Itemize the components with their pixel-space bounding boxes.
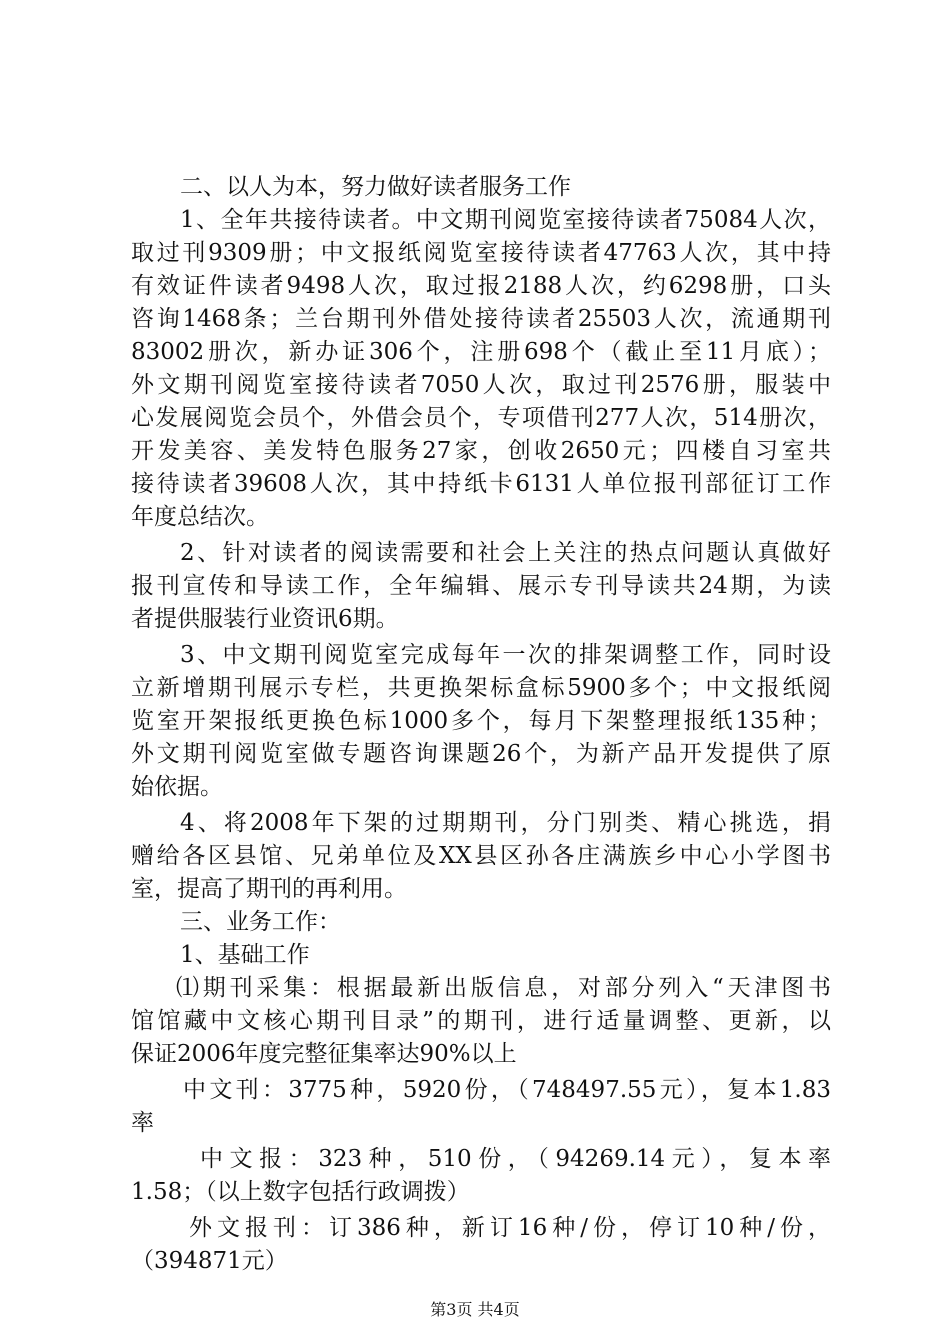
text-line: 外文期刊阅览室做专题咨询课题26个，为新产品开发提供了原 [131, 741, 831, 767]
text-line: 3、中文期刊阅览室完成每年一次的排架调整工作，同时设 [180, 642, 831, 668]
text-line: 接待读者39608人次，其中持纸卡6131人单位报刊部征订工作 [131, 471, 831, 497]
text-line: ⑴期刊采集：根据最新出版信息，对部分列入“天津图书 [176, 975, 831, 1001]
text-line: 年度总结次。 [131, 504, 269, 530]
text-line: 咨询1468条；兰台期刊外借处接待读者25503人次，流通期刊 [131, 306, 831, 332]
text-line: 室，提高了期刊的再利用。 [131, 876, 407, 902]
text-line: 三、业务工作： [180, 909, 341, 935]
text-line: 报刊宣传和导读工作，全年编辑、展示专刊导读共24期，为读 [131, 573, 831, 599]
text-line: 1、全年共接待读者。中文期刊阅览室接待读者75084人次， [180, 207, 831, 233]
text-line: （394871元） [131, 1248, 288, 1274]
text-line: 者提供服装行业资讯6期。 [131, 606, 399, 632]
text-line: 中文刊：3775种，5920份，（748497.55元），复本1.83 [183, 1077, 831, 1103]
text-line: 83002册次，新办证306个，注册698个（截止至11月底）； [131, 339, 831, 365]
text-line: 取过刊9309册；中文报纸阅览室接待读者47763人次，其中持 [131, 240, 831, 266]
page-footer: 第3页 共4页 [430, 1300, 520, 1319]
text-line: 2、针对读者的阅读需要和社会上关注的热点问题认真做好 [180, 540, 831, 566]
text-line: 4、将2008年下架的过期期刊，分门别类、精心挑选，捐 [180, 810, 831, 836]
text-line: 1、基础工作 [180, 942, 310, 968]
text-line: 立新增期刊展示专栏，共更换架标盒标5900多个；中文报纸阅 [131, 675, 831, 701]
text-line: 外文报刊：订386种，新订16种/份，停订10种/份， [189, 1215, 831, 1241]
text-line: 始依据。 [131, 774, 223, 800]
text-line: 心发展阅览会员个，外借会员个，专项借刊277人次，514册次， [131, 405, 831, 431]
text-line: 外文期刊阅览室接待读者7050人次，取过刊2576册，服装中 [131, 372, 831, 398]
text-line: 二、以人为本，努力做好读者服务工作 [180, 174, 571, 200]
text-line: 览室开架报纸更换色标1000多个，每月下架整理报纸135种； [131, 708, 831, 734]
text-line: 有效证件读者9498人次，取过报2188人次，约6298册，口头 [131, 273, 831, 299]
text-line: 馆馆藏中文核心期刊目录”的期刊，进行适量调整、更新，以 [131, 1008, 831, 1034]
text-line: 率 [131, 1110, 154, 1136]
text-line: 保证2006年度完整征集率达90%以上 [131, 1041, 517, 1067]
text-line: 中文报：323种，510份，（94269.14元），复本率 [200, 1146, 831, 1172]
text-line: 1.58；（以上数字包括行政调拨） [131, 1179, 470, 1205]
text-line: 开发美容、美发特色服务27家，创收2650元；四楼自习室共 [131, 438, 831, 464]
text-line: 赠给各区县馆、兄弟单位及XX县区孙各庄满族乡中心小学图书 [131, 843, 831, 869]
